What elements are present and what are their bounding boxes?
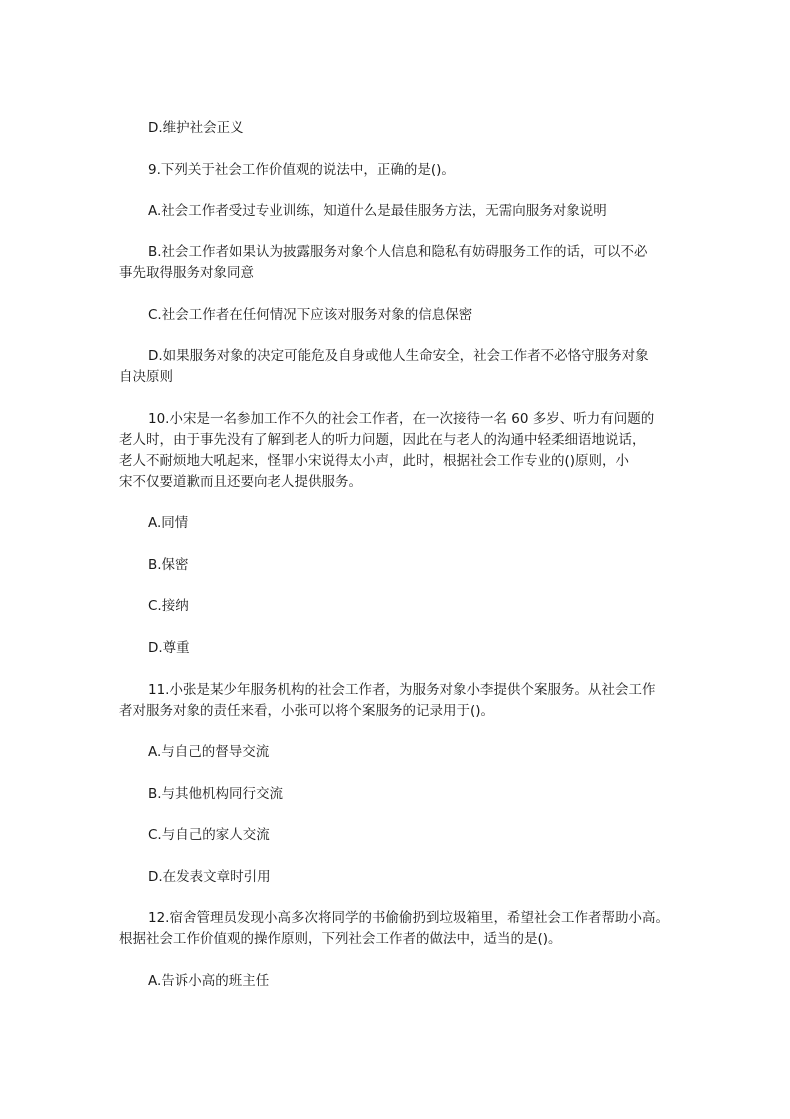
text-line: 自决原则 (119, 369, 173, 385)
text-line: B.社会工作者如果认为披露服务对象个人信息和隐私有妨碍服务工作的话，可以不必 (148, 244, 648, 260)
q9-option-a (119, 201, 675, 222)
q9-option-b (119, 242, 675, 284)
text-line: 老人不耐烦地大吼起来，怪罪小宋说得太小声，此时，根据社会工作专业的()原则，小 (119, 453, 630, 469)
text-line: B.与其他机构同行交流 (148, 786, 284, 802)
q9-option-c (119, 305, 675, 326)
text-line: 根据社会工作价值观的操作原则，下列社会工作者的做法中，适当的是()。 (119, 931, 562, 947)
q11-option-d (119, 867, 675, 888)
q8-option-d (119, 118, 675, 139)
q11-option-c (119, 825, 675, 846)
q10-option-c (119, 596, 675, 617)
q10-option-d (119, 638, 675, 659)
text-line: 老人时，由于事先没有了解到老人的听力问题，因此在与老人的沟通中轻柔细语地说话， (119, 432, 646, 448)
text-line: A.社会工作者受过专业训练，知道什么是最佳服务方法，无需向服务对象说明 (148, 203, 607, 219)
text-line: B.保密 (148, 557, 189, 573)
text-line: 11.小张是某少年服务机构的社会工作者，为服务对象小李提供个案服务。从社会工作 (148, 682, 656, 698)
q9-option-d (119, 346, 675, 388)
q11-stem (119, 680, 675, 722)
text-line: A.与自己的督导交流 (148, 744, 270, 760)
q12-option-a (119, 971, 675, 992)
text-line: D.维护社会正义 (148, 120, 244, 136)
q9-stem (119, 160, 675, 181)
text-line: D.尊重 (148, 640, 190, 656)
text-line: C.与自己的家人交流 (148, 827, 270, 843)
text-line: A.同情 (148, 515, 189, 531)
q10-option-b (119, 555, 675, 576)
text-line: A.告诉小高的班主任 (148, 973, 270, 989)
q11-option-a (119, 742, 675, 763)
text-line: 事先取得服务对象同意 (119, 265, 254, 281)
q10-option-a (119, 513, 675, 534)
text-line: 9.下列关于社会工作价值观的说法中，正确的是()。 (148, 162, 455, 178)
text-line: C.接纳 (148, 598, 189, 614)
text-line: D.在发表文章时引用 (148, 869, 271, 885)
text-line: 10.小宋是一名参加工作不久的社会工作者，在一次接待一名 60 多岁、听力有问题的 (148, 411, 655, 427)
text-line: C.社会工作者在任何情况下应该对服务对象的信息保密 (148, 307, 473, 323)
text-line: D.如果服务对象的决定可能危及自身或他人生命安全，社会工作者不必恪守服务对象 (148, 348, 649, 364)
text-line: 12.宿舍管理员发现小高多次将同学的书偷偷扔到垃圾箱里，希望社会工作者帮助小高。 (148, 910, 669, 926)
q11-option-b (119, 784, 675, 805)
q12-stem (119, 908, 675, 950)
text-line: 宋不仅要道歉而且还要向老人提供服务。 (119, 474, 362, 490)
q10-stem (119, 409, 675, 493)
text-line: 者对服务对象的责任来看，小张可以将个案服务的记录用于()。 (119, 703, 495, 719)
